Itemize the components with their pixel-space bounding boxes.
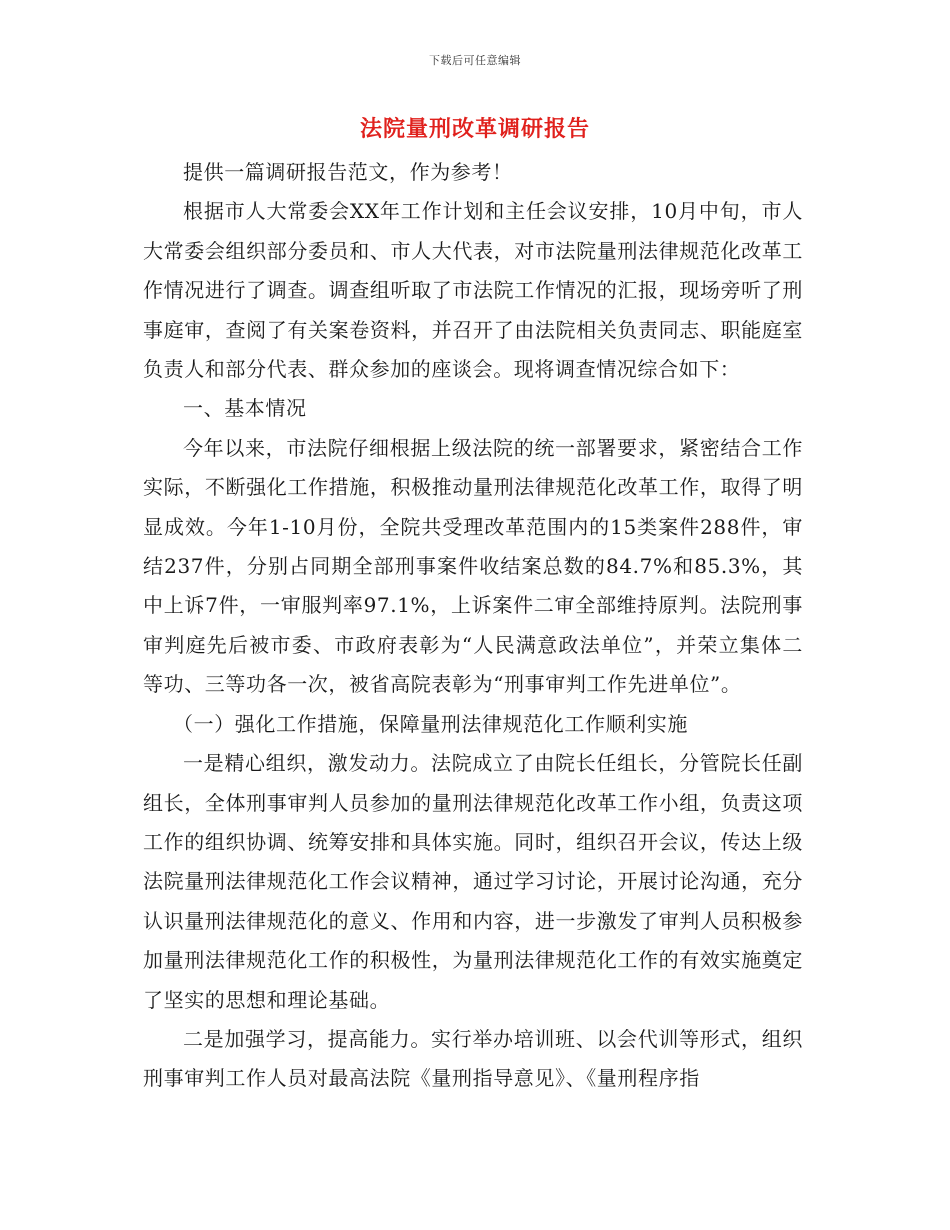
paragraph-learning: 二是加强学习，提高能力。实行举办培训班、以会代训等形式，组织刑事审判工作人员对最高法院《量刑指导意见》、《量刑程序指 [143, 1026, 803, 1091]
subsection-heading-measures: （一）强化工作措施，保障量刑法律规范化工作顺利实施 [173, 711, 688, 736]
page-header-note: 下载后可任意编辑 [429, 54, 521, 67]
section-heading-basic-situation: 一、基本情况 [183, 396, 307, 421]
document-body [143, 153, 803, 1099]
paragraph-achievements: 今年以来，市法院仔细根据上级法院的统一部署要求，紧密结合工作实际，不断强化工作措施，积极推动量刑法律规范化改革工作，取得了明显成效。今年1-10月份，全院共受理改革范围内的15类案件288件，审结237件，分别占同期全部刑事案件收结案总数的84.7%和85.3%，其中上诉7件，一审服判率97.1%，上诉案件二审全部维持原判。法院刑事审判庭先后被市委、市政府表彰为“人民满意政法单位”，并荣立集体二等功、三等功各一次，被省高院表彰为“刑事审判工作先进单位”。 [143, 435, 803, 697]
paragraph-intro: 提供一篇调研报告范文，作为参考！ [183, 160, 513, 184]
document-title: 法院量刑改革调研报告 [359, 116, 590, 142]
paragraph-organization: 一是精心组织，激发动力。法院成立了由院长任组长，分管院长任副组长，全体刑事审判人员参加的量刑法律规范化改革工作小组，负责这项工作的组织协调、统筹安排和具体实施。同时，组织召开会议，传达上级法院量刑法律规范化工作会议精神，通过学习讨论，开展讨论沟通，充分认识量刑法律规范化的意义、作用和内容，进一步激发了审判人员积极参加量刑法律规范化工作的积极性，为量刑法律规范化工作的有效实施奠定了坚实的思想和理论基础。 [143, 751, 803, 1012]
paragraph-background: 根据市人大常委会XX年工作计划和主任会议安排，10月中旬，市人大常委会组织部分委员和、市人大代表，对市法院量刑法律规范化改革工作情况进行了调查。调查组听取了市法院工作情况的汇报，现场旁听了刑事庭审，查阅了有关案卷资料，并召开了由法院相关负责同志、职能庭室负责人和部分代表、群众参加的座谈会。现将调查情况综合如下： [143, 199, 803, 382]
